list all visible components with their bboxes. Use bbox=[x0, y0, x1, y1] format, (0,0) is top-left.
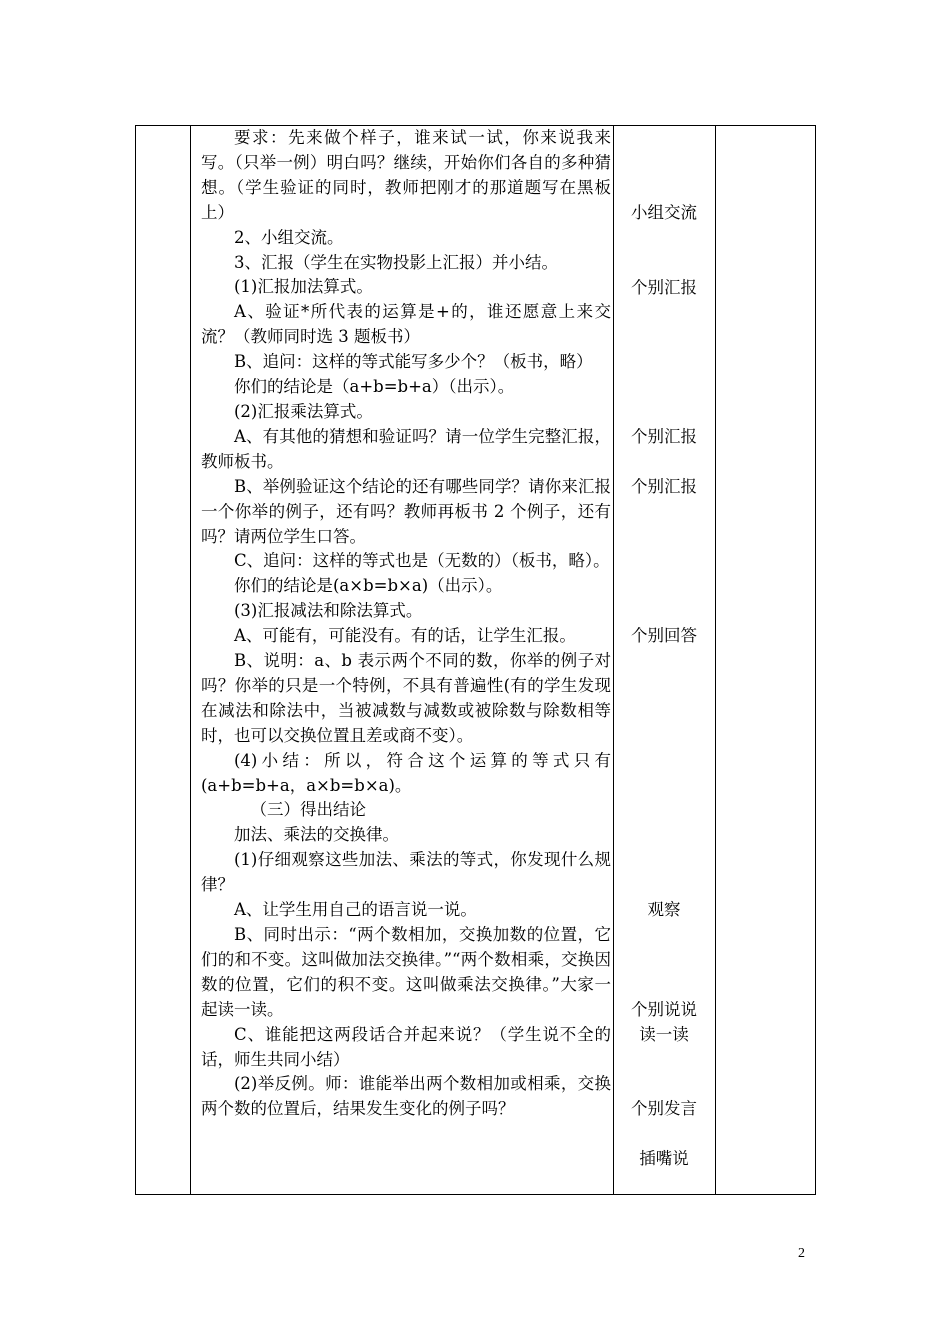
paragraph: (1)仔细观察这些加法、乘法的等式，你发现什么规律？ bbox=[201, 850, 611, 895]
paragraph: (3)汇报减法和除法算式。 bbox=[234, 601, 423, 621]
paragraph: 你们的结论是（a+b=b+a）（出示）。 bbox=[234, 377, 515, 397]
paragraph: (2)举反例。师：谁能举出两个数相加或相乘，交换两个数的位置后，结果发生变化的例子吗？ bbox=[201, 1074, 611, 1119]
activity-label: 个别汇报 bbox=[631, 278, 697, 297]
activity-label: 个别汇报 bbox=[631, 427, 697, 446]
activity-label: 小组交流 bbox=[631, 203, 697, 222]
paragraph: B、同时出示：“两个数相加，交换加数的位置，它们的和不变。这叫做加法交换律。”“两个数相乘，交换因数的位置，它们的积不变。这叫做乘法交换律。”大家一起读一读。 bbox=[201, 925, 611, 1019]
column-divider bbox=[190, 126, 191, 1194]
paragraph: 加法、乘法的交换律。 bbox=[234, 825, 399, 845]
paragraph: B、举例验证这个结论的还有哪些同学？请你来汇报一个你举的例子，还有吗？教师再板书 2 个例子，还有吗？请两位学生口答。 bbox=[201, 476, 611, 546]
paragraph: C、追问：这样的等式也是（无数的）（板书，略）。 bbox=[234, 551, 610, 571]
paragraph: A、可能有，可能没有。有的话，让学生汇报。 bbox=[234, 626, 576, 646]
lesson-plan-table bbox=[135, 125, 816, 1195]
paragraph: 3、汇报（学生在实物投影上汇报）并小结。 bbox=[234, 252, 558, 272]
paragraph: B、追问：这样的等式能写多少个？（板书，略） bbox=[234, 352, 593, 372]
column-divider bbox=[715, 126, 716, 1194]
paragraph: (2)汇报乘法算式。 bbox=[234, 401, 373, 421]
paragraph: A、有其他的猜想和验证吗？请一位学生完整汇报，教师板书。 bbox=[201, 426, 611, 471]
paragraph: B、说明：a、b 表示两个不同的数，你举的例子对吗？你举的只是一个特例，不具有普遍性(有的学生发现在减法和除法中，当被减数与减数或被除数与除数相等时，也可以交换位置且差或商不变）。 bbox=[201, 651, 611, 745]
paragraph: (1)汇报加法算式。 bbox=[234, 277, 373, 297]
activity-label: 插嘴说 bbox=[639, 1149, 689, 1168]
paragraph: 你们的结论是(a×b=b×a)（出示）。 bbox=[234, 576, 503, 596]
activity-label: 个别发言 bbox=[631, 1099, 697, 1118]
page-number: 2 bbox=[798, 1246, 805, 1261]
paragraph: （三）得出结论 bbox=[250, 800, 366, 820]
paragraph: (4)小结：所以，符合这个运算的等式只有(a+b=b+a，a×b=b×a)。 bbox=[201, 750, 611, 795]
activity-label: 观察 bbox=[647, 900, 681, 919]
paragraph: C、谁能把这两段话合并起来说？（学生说不全的话，师生共同小结） bbox=[201, 1024, 611, 1069]
activity-label: 个别说说 读一读 bbox=[631, 1000, 697, 1044]
paragraph: A、让学生用自己的语言说一说。 bbox=[234, 900, 477, 920]
paragraph: 2、小组交流。 bbox=[234, 227, 344, 247]
teaching-process-column bbox=[201, 126, 611, 1122]
paragraph: A、验证*所代表的运算是+的，谁还愿意上来交流？（教师同时选 3 题板书） bbox=[201, 302, 611, 347]
paragraph: 要求：先来做个样子，谁来试一试，你来说我来写。（只举一例）明白吗？继续，开始你们各自的多种猜想。（学生验证的同时，教师把刚才的那道题写在黑板上） bbox=[201, 128, 611, 222]
activity-label: 个别汇报 bbox=[631, 477, 697, 496]
activity-label: 个别回答 bbox=[631, 626, 697, 645]
